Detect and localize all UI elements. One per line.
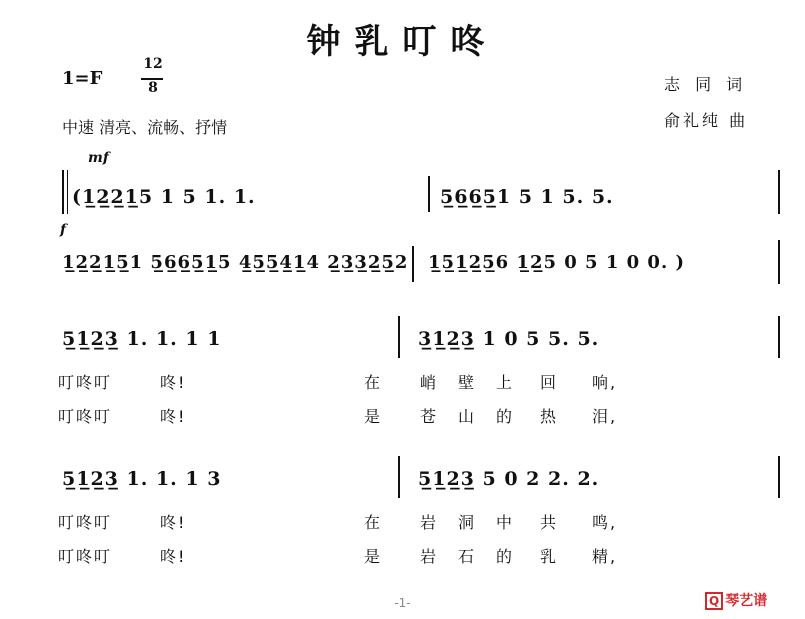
lyric-line-1-word-2: 咚! bbox=[160, 373, 187, 392]
lyric-line-1-word-4: 峭 bbox=[420, 373, 439, 392]
key-signature: 1=F bbox=[62, 68, 103, 89]
lyric-line-4-word-4: 岩 bbox=[420, 547, 439, 566]
lyric-line-4-word-5: 石 bbox=[458, 547, 477, 566]
lyric-line-2-word-3: 是 bbox=[364, 407, 383, 426]
lyric-line-4-word-6: 的 bbox=[496, 547, 515, 566]
system-2-barline bbox=[412, 246, 414, 282]
lyric-line-3-word-8: 鸣, bbox=[592, 513, 618, 532]
song-title: 钟乳叮咚 bbox=[306, 22, 499, 62]
lyric-line-2-word-5: 山 bbox=[458, 407, 477, 426]
system-4-end-barline bbox=[778, 456, 780, 498]
lyric-line-2-word-4: 苍 bbox=[420, 407, 439, 426]
lyric-line-4-word-7: 乳 bbox=[540, 547, 559, 566]
repeat-barline-thin bbox=[67, 170, 68, 214]
system-3-barline bbox=[398, 316, 400, 358]
lyric-line-3-word-4: 岩 bbox=[420, 513, 439, 532]
lyric-line-3-word-6: 中 bbox=[496, 513, 515, 532]
lyric-line-2-word-7: 热 bbox=[540, 407, 559, 426]
lyric-line-3-word-1: 叮咚叮 bbox=[58, 513, 113, 532]
system-1-barline bbox=[428, 176, 430, 212]
lyric-line-1-word-6: 上 bbox=[496, 373, 515, 392]
lyric-line-3-word-5: 洞 bbox=[458, 513, 477, 532]
repeat-barline-thick bbox=[62, 170, 64, 214]
lyric-line-2-word-1: 叮咚叮 bbox=[58, 407, 113, 426]
system-3-measure-1: 5̲1̲2̲3̲ 1. 1. 1 1 bbox=[62, 328, 222, 350]
lyric-line-4-word-8: 精, bbox=[592, 547, 618, 566]
system-4-measure-2: 5̲1̲2̲3̲ 5 0 2 2. 2. bbox=[418, 468, 600, 490]
lyric-line-1-word-8: 响, bbox=[592, 373, 618, 392]
time-signature-top: 12 bbox=[143, 56, 163, 72]
system-1-measure-1: (1̲2̲2̲1̲5 1 5 1. 1. bbox=[72, 186, 256, 208]
lyricist-credit: 志 同 词 bbox=[664, 75, 748, 94]
system-2-measure-2: 1̲5̲1̲2̲5̲6 1̲2̲5 0 5 1 0 0. ) bbox=[428, 252, 685, 273]
system-3-measure-2: 3̲1̲2̲3̲ 1 0 5 5. 5. bbox=[418, 328, 600, 350]
system-1-end-barline bbox=[778, 170, 780, 214]
system-1-measure-2: 5̲6̲6̲5̲1 5 1 5. 5. bbox=[440, 186, 614, 208]
system-2-measure-1: 1̲2̲2̲1̲5̲1 5̲6̲6̲5̲1̲5 4̲5̲5̲4̲1̲4 2̲3̲3̲2̲5̲2 bbox=[62, 252, 409, 273]
site-logo[interactable] bbox=[705, 590, 767, 610]
tempo-marking: 中速 清亮、流畅、抒情 bbox=[62, 118, 228, 137]
logo-text: 琴艺谱 bbox=[725, 593, 768, 609]
time-signature-bottom: 8 bbox=[148, 80, 158, 96]
logo-mark-icon: Q bbox=[705, 592, 723, 610]
dynamic-f: f bbox=[60, 222, 67, 238]
lyric-line-3-word-7: 共 bbox=[540, 513, 559, 532]
lyric-line-1-word-7: 回 bbox=[540, 373, 559, 392]
system-4-barline bbox=[398, 456, 400, 498]
system-3-end-barline bbox=[778, 316, 780, 358]
lyric-line-4-word-2: 咚! bbox=[160, 547, 187, 566]
dynamic-mf: mf bbox=[88, 150, 109, 166]
lyric-line-3-word-2: 咚! bbox=[160, 513, 187, 532]
lyric-line-4-word-3: 是 bbox=[364, 547, 383, 566]
lyric-line-1-word-5: 壁 bbox=[458, 373, 477, 392]
lyric-line-2-word-2: 咚! bbox=[160, 407, 187, 426]
lyric-line-4-word-1: 叮咚叮 bbox=[58, 547, 113, 566]
lyric-line-3-word-3: 在 bbox=[364, 513, 383, 532]
page-number: -1- bbox=[394, 596, 411, 610]
system-4-measure-1: 5̲1̲2̲3̲ 1. 1. 1 3 bbox=[62, 468, 222, 490]
lyric-line-2-word-8: 泪, bbox=[592, 407, 618, 426]
lyric-line-1-word-3: 在 bbox=[364, 373, 383, 392]
lyric-line-2-word-6: 的 bbox=[496, 407, 515, 426]
composer-credit: 俞礼纯 曲 bbox=[664, 111, 749, 130]
system-2-end-barline bbox=[778, 240, 780, 284]
lyric-line-1-word-1: 叮咚叮 bbox=[58, 373, 113, 392]
